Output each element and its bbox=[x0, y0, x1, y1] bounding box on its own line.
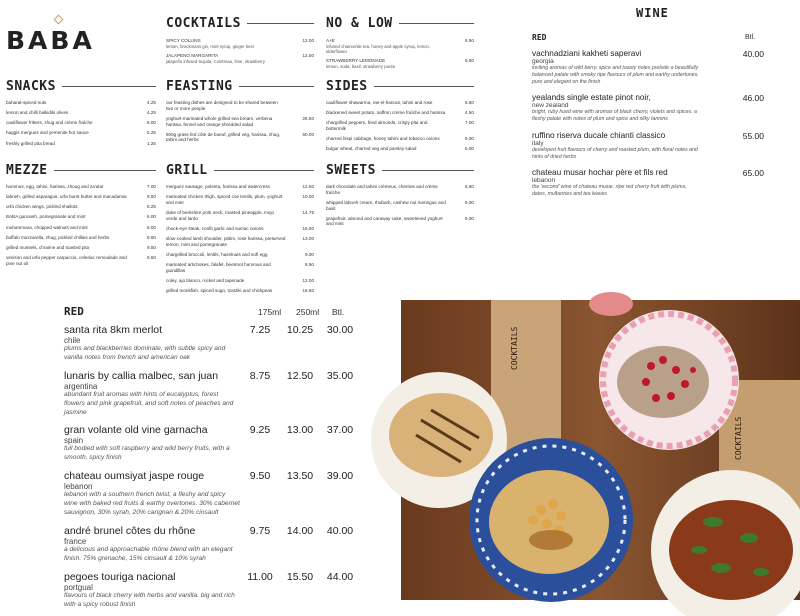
menu-item-price: 6.00 bbox=[465, 199, 474, 205]
sides-title: SIDES bbox=[326, 79, 368, 94]
menu-item-title: JALAPENO MARGARITA bbox=[166, 53, 219, 59]
menu-item-name: chargrilled broccoli, lentils, hazelnuts and soft egg bbox=[166, 251, 268, 257]
menu-item-price: 6.50 bbox=[465, 100, 474, 105]
menu-item-price: 16.50 bbox=[302, 287, 314, 293]
wine-red-price: 44.00 bbox=[326, 570, 354, 583]
menu-item bbox=[326, 110, 474, 116]
menu-item bbox=[6, 130, 156, 136]
nolow-section bbox=[326, 16, 474, 74]
wine-red-desc: a delicious and approachable rhône blend with an elegant finish. 75% grenache, 15% cinsault & 10% syrah bbox=[64, 545, 233, 562]
menu-item bbox=[6, 204, 156, 210]
menu-item-name: marinated chicken thigh, spiced coe lentils, plum, yoghurt and mint bbox=[166, 194, 283, 205]
menu-item bbox=[326, 120, 474, 131]
wine-red-price: 37.00 bbox=[326, 424, 354, 437]
feasting-title: FEASTING bbox=[166, 79, 233, 94]
menu-item-price: 1.25 bbox=[147, 140, 156, 146]
menu-item-name: venison and urfa pepper carpaccio, celeriac remoulade and pine nut oil bbox=[6, 254, 127, 266]
menu-item bbox=[326, 216, 474, 227]
menu-item-price: 8.50 bbox=[305, 261, 314, 267]
wine-top-desc: developed fruit flavours of cherry and roasted plum, with floral notes and hints of dried herbs bbox=[532, 146, 698, 160]
nolow-list bbox=[326, 38, 474, 69]
menu-item bbox=[166, 252, 314, 258]
menu-item bbox=[166, 226, 314, 232]
menu-item-price: 12.00 bbox=[302, 277, 314, 283]
menu-item-price: 4.25 bbox=[147, 110, 156, 116]
menu-item-name: duke of berkshire pork neck, roasted pineapple, mojo verde and lardo bbox=[166, 209, 275, 221]
wine-top-list bbox=[532, 49, 792, 206]
wine-red-item bbox=[64, 424, 384, 463]
wine-red-item bbox=[64, 571, 384, 610]
sides-section bbox=[326, 79, 474, 156]
menu-item-name: grilled mussels, chraime and toasted pita bbox=[6, 244, 90, 250]
menu-item-name: marinated artichokes, falafel, beetroot hummus and guindillas bbox=[166, 261, 271, 273]
wine-red-prices bbox=[240, 424, 384, 463]
menu-item bbox=[326, 200, 474, 211]
wine-red-price: 10.25 bbox=[286, 324, 314, 336]
wine-red-name: santa rita 8km merlot bbox=[64, 324, 163, 336]
grill-title: GRILL bbox=[166, 163, 208, 178]
menu-item-price: 12.50 bbox=[302, 184, 314, 189]
menu-item-name: slow-cooked lamb shoulder, pittim, rose harissa, preserved lemon, mint and pomegranate bbox=[166, 235, 286, 247]
snacks-title: SNACKS bbox=[6, 79, 56, 94]
wine-red-origin: lebanon bbox=[64, 482, 93, 492]
menu-item bbox=[166, 184, 314, 190]
menu-item bbox=[6, 214, 156, 220]
menu-item-name: chuck-eye steak, confit garlic and sumac onions bbox=[166, 225, 264, 231]
col-250ml: 250ml bbox=[296, 307, 320, 317]
grilled-meat bbox=[669, 500, 793, 600]
wine-red-price: 15.50 bbox=[286, 570, 314, 583]
menu-item-name: blackened sweet potato, saffron crème fraîche and harissa bbox=[326, 110, 446, 116]
wine-red-price: 9.50 bbox=[249, 470, 271, 483]
wine-red-price: 13.50 bbox=[286, 470, 314, 483]
logo-diamond-icon bbox=[54, 15, 64, 25]
wine-top-name: yealands single estate pinot noir, bbox=[532, 93, 651, 103]
menu-item bbox=[6, 194, 156, 200]
menu-item-price: 6.00 bbox=[465, 215, 474, 221]
wine-top-item bbox=[532, 49, 792, 85]
col-btl: Btl. bbox=[332, 307, 345, 317]
menu-item bbox=[6, 184, 156, 190]
menu-item bbox=[326, 146, 474, 152]
menu-item-name: haggis merguez and yemenite hot sauce bbox=[6, 130, 89, 136]
wine-red-item bbox=[64, 525, 384, 564]
menu-item bbox=[166, 262, 314, 273]
menu-item-name: labneh, grilled asparagus, urfa burnt butter and macadamia bbox=[6, 194, 127, 200]
wine-red-price: 9.75 bbox=[249, 524, 271, 537]
menu-item-name bbox=[326, 38, 452, 54]
wine-top-origin: new zealand bbox=[532, 102, 569, 110]
sweets-section bbox=[326, 163, 474, 232]
menu-item bbox=[326, 136, 474, 142]
menu-item-price: 6.50 bbox=[465, 184, 474, 189]
menu-item bbox=[166, 210, 314, 221]
nolow-title: NO & LOW bbox=[326, 16, 393, 31]
menu-item-name: merguez sausage, polenta, harissa and watercress bbox=[166, 184, 270, 189]
menu-item-price: 13.00 bbox=[302, 235, 314, 241]
menu-item bbox=[6, 225, 156, 231]
menu-item-price: 5.25 bbox=[147, 130, 156, 136]
menu-item-name bbox=[166, 38, 292, 49]
wine-red-price: 14.00 bbox=[286, 524, 314, 537]
mezze-section bbox=[6, 163, 156, 271]
menu-item-price: 9.50 bbox=[147, 244, 156, 250]
menu-item-price: 6.00 bbox=[147, 214, 156, 220]
wine-red-item bbox=[64, 370, 384, 418]
wine-top-name: vachnadziani kakheti saperavi bbox=[532, 49, 642, 58]
wine-red-origin: france bbox=[64, 536, 87, 546]
menu-item-name: our feasting dishes are designed to be shared between two or more people bbox=[166, 100, 278, 111]
wine-top-name: ruffino riserva ducale chianti classico bbox=[532, 130, 666, 140]
menu-item bbox=[166, 53, 314, 64]
brand-logo: BABA bbox=[6, 26, 95, 55]
wine-top-section-heading: RED bbox=[532, 33, 547, 42]
wine-top-origin: lebanon bbox=[532, 177, 556, 185]
wine-red-desc: lebanon with a southern french twist, a fleshy and spicy wine with baked red fruits & earthy overtones. 30% cabernet sauvignon, 30% syrah, 20% carignan & 20% cinsault bbox=[64, 491, 240, 517]
menu-item bbox=[6, 120, 156, 126]
grill-section bbox=[166, 163, 314, 298]
menu-card-cocktails-label: COCKTAILS bbox=[510, 326, 519, 370]
menu-item-price: 16.00 bbox=[302, 225, 314, 231]
wine-red-item-info bbox=[64, 525, 240, 564]
wine-top-item-info bbox=[532, 93, 702, 123]
wine-red-item-info bbox=[64, 470, 240, 518]
cocktails-list bbox=[166, 38, 314, 64]
nolow-heading bbox=[326, 16, 474, 31]
col-175ml: 175ml bbox=[258, 307, 282, 317]
wine-red-origin: argentina bbox=[64, 381, 98, 391]
grill-list bbox=[166, 184, 314, 294]
wine-red-name: lunaris by callia malbec, san juan bbox=[64, 369, 219, 382]
wine-red-price: 11.00 bbox=[247, 570, 273, 583]
menu-item-name: cauliflower shawarma, ras-el-hanout, tahini and rose bbox=[326, 100, 433, 105]
menu-card-cocktails-label-2: COCKTAILS bbox=[734, 416, 743, 460]
pita-bread bbox=[389, 393, 493, 477]
feasting-list bbox=[166, 100, 314, 143]
hummus-oil bbox=[529, 530, 573, 550]
mezze-list bbox=[6, 184, 156, 266]
menu-item-name: urfa chicken wings, pickled shallots bbox=[6, 204, 78, 210]
wine-red-origin: portgual bbox=[64, 582, 93, 592]
wine-red-price: 7.25 bbox=[249, 324, 271, 336]
menu-item-name: charred hispi cabbage, honey tahini and tobacco onions bbox=[326, 136, 440, 142]
wine-red-prices bbox=[240, 525, 384, 564]
wine-red-item-info bbox=[64, 424, 240, 463]
menu-item-price: 9.50 bbox=[147, 254, 156, 260]
wine-red-name: andré brunel côtes du rhône bbox=[64, 524, 196, 537]
wine-top-item-info bbox=[532, 49, 702, 85]
wine-top-item bbox=[532, 93, 792, 123]
wine-red-price: 9.25 bbox=[249, 424, 271, 437]
menu-item bbox=[166, 38, 314, 49]
menu-item-price: 12.50 bbox=[302, 53, 314, 59]
menu-item-desc: lemon, brockmans gin, mint syrup, ginger beer bbox=[166, 43, 255, 49]
menu-item bbox=[6, 255, 156, 266]
wine-top-price: 46.00 bbox=[742, 93, 764, 104]
menu-item-name: muhammara, chopped walnuts and mint bbox=[6, 224, 88, 230]
wine-top-origin: georgia bbox=[532, 58, 554, 65]
menu-item-price: 10.00 bbox=[302, 194, 314, 200]
menu-item-name: baharat-spiced nuts bbox=[6, 100, 47, 105]
wine-red-price: 39.00 bbox=[326, 470, 354, 483]
menu-item bbox=[6, 141, 156, 147]
menu-item-title: SPICY COLLINS bbox=[166, 38, 201, 43]
menu-item-title: A+E bbox=[326, 38, 335, 43]
drink-glass bbox=[589, 292, 633, 316]
menu-item-price: 14.75 bbox=[302, 209, 314, 215]
snacks-section bbox=[6, 79, 156, 151]
wine-top-desc: inviting aromas of wild berry, spice and toasty notes prelude a beautifully balanced palate with smoky ripe flavours of plum and earthy undertones. pure and elegant on the finish bbox=[532, 65, 699, 85]
wine-top-item bbox=[532, 168, 792, 198]
wine-red-price: 12.50 bbox=[286, 369, 314, 382]
menu-item bbox=[6, 235, 156, 241]
mezze-heading bbox=[6, 163, 156, 178]
red-section-heading: RED bbox=[64, 305, 84, 318]
menu-item-price: 6.50 bbox=[465, 38, 474, 43]
wine-top-price: 65.00 bbox=[742, 168, 764, 179]
menu-item bbox=[326, 184, 474, 195]
wine-top-desc: the 'second' wine of chateau musar. ripe red cherry fruit with plums, dates, mulberries and tea leaves bbox=[532, 184, 687, 197]
menu-item-price: 9.50 bbox=[147, 234, 156, 240]
menu-item-name: grilled monkfish, spiced sugo, tzatziki and chickpeas bbox=[166, 287, 273, 293]
menu-item-price: 5.00 bbox=[465, 146, 474, 152]
menu-item-price: 9.00 bbox=[305, 251, 314, 257]
menu-item-name bbox=[166, 53, 292, 64]
menu-item bbox=[326, 38, 474, 54]
menu-item bbox=[6, 100, 156, 106]
wine-top-btl-header: Btl. bbox=[745, 34, 756, 41]
menu-item-name: whipped labneh cream, rhubarb, cashew nut meringue and basil bbox=[326, 199, 446, 211]
menu-item bbox=[6, 245, 156, 251]
sweets-heading bbox=[326, 163, 474, 178]
menu-item-price: 4.25 bbox=[147, 100, 156, 105]
menu-item bbox=[166, 132, 314, 143]
mezze-title: MEZZE bbox=[6, 163, 48, 178]
menu-item bbox=[326, 100, 474, 106]
sweets-title: SWEETS bbox=[326, 163, 376, 178]
wine-red-item bbox=[64, 470, 384, 518]
menu-item-desc: lemon, soda, basil, strawberry purée bbox=[326, 64, 396, 70]
menu-item-name: grapefruit, almond and caraway cake, sweetened yoghurt and mint bbox=[326, 215, 443, 227]
menu-item-name: buffalo mozzarella, zhug, pickled chillies and herbs bbox=[6, 234, 110, 240]
cocktails-title: COCKTAILS bbox=[166, 16, 241, 31]
menu-item-price: 6.00 bbox=[465, 136, 474, 142]
wine-top-price: 40.00 bbox=[742, 49, 764, 59]
wine-red-price: 8.75 bbox=[249, 369, 271, 382]
feasting-section bbox=[166, 79, 314, 148]
wine-red-origin: chile bbox=[64, 336, 81, 345]
wine-red-item bbox=[64, 324, 384, 363]
menu-item-name: hummus, egg, tahini, harissa, zhoug and za'atar bbox=[6, 184, 104, 189]
wine-top-item bbox=[532, 131, 792, 161]
menu-item-price: 6.00 bbox=[147, 120, 156, 126]
menu-item-name: chargrilled peppers, fried almonds, crispy pita and buttermilk bbox=[326, 120, 428, 131]
menu-item-name: lemon and chilli halkidiki olives bbox=[6, 110, 69, 116]
menu-item-name bbox=[326, 58, 452, 69]
snacks-heading bbox=[6, 79, 156, 94]
menu-item-name: dark chocolate and tahini crémeux, cherries and crème fraîche bbox=[326, 184, 438, 195]
menu-item-desc: infused chamomile tea, honey and apple syrup, lemon, elderflower bbox=[326, 43, 431, 54]
wine-red-name: pegoes touriga nacional bbox=[64, 570, 176, 583]
wine-red-prices bbox=[240, 370, 384, 418]
menu-item-price: 50.00 bbox=[302, 131, 314, 137]
food-photo-illustration bbox=[401, 300, 800, 600]
menu-item bbox=[166, 278, 314, 284]
wine-red-origin: spain bbox=[64, 436, 84, 446]
wine-red-name: chateau oumsiyat jaspe rouge bbox=[64, 470, 205, 483]
menu-item-title: STRAWBERRY LEMONADE bbox=[326, 58, 386, 64]
wine-top-origin: italy bbox=[532, 139, 544, 147]
wine-top-item-info bbox=[532, 131, 702, 161]
wine-red-item-info bbox=[64, 324, 240, 363]
menu-item-name: freshly grilled pita bread bbox=[6, 140, 55, 146]
wine-top-item-info bbox=[532, 168, 702, 198]
cocktails-heading bbox=[166, 16, 314, 31]
menu-item bbox=[166, 288, 314, 294]
wine-red-item-info bbox=[64, 370, 240, 418]
menu-item bbox=[166, 194, 314, 205]
wine-red-prices bbox=[240, 324, 384, 363]
menu-item bbox=[166, 116, 314, 127]
menu-item-price: 26.50 bbox=[302, 115, 314, 121]
menu-item-price: 8.25 bbox=[147, 204, 156, 210]
menu-item-desc: jalapeño infused tequila, Cointreau, lime, strawberry bbox=[166, 59, 265, 65]
menu-item-price bbox=[292, 100, 314, 111]
sides-list bbox=[326, 100, 474, 152]
menu-item-name: cauliflower fritters, zhug and crème fraîche bbox=[6, 120, 93, 126]
menu-item-name: coley, ajo blanco, rocket and tapenade bbox=[166, 277, 245, 283]
wine-red-item-info bbox=[64, 571, 240, 610]
wine-red-prices bbox=[240, 571, 384, 610]
menu-item-price: 6.50 bbox=[465, 58, 474, 64]
food-photo bbox=[401, 300, 800, 600]
menu-item-name: 600g grass fed côte de boeuf, grilled veg, harissa, zhug, tahini and herbs bbox=[166, 131, 281, 143]
menu-item bbox=[6, 110, 156, 116]
cocktails-section bbox=[166, 16, 314, 69]
menu-item-price: 6.00 bbox=[147, 224, 156, 230]
wine-red-price: 30.00 bbox=[326, 324, 354, 336]
wine-red-price: 35.00 bbox=[326, 369, 354, 382]
sweets-list bbox=[326, 184, 474, 227]
menu-item bbox=[326, 58, 474, 69]
menu-item-name: bulgur wheat, charred veg and parsley salad bbox=[326, 146, 417, 152]
menu-item-price: 8.50 bbox=[147, 194, 156, 200]
menu-item-name: yoghurt-marinated whole grilled sea bream, verbena harissa, fennel and orange shredded salad bbox=[166, 115, 273, 127]
feasting-heading bbox=[166, 79, 314, 94]
snacks-list bbox=[6, 100, 156, 146]
menu-item-name: BABA ganoush, pomegranate and mint bbox=[6, 214, 86, 220]
wine-red-prices bbox=[240, 470, 384, 518]
menu-item-price: 12.00 bbox=[302, 38, 314, 43]
menu-item-price: 7.00 bbox=[465, 120, 474, 126]
wine-title: WINE bbox=[636, 6, 669, 20]
wine-red-price: 40.00 bbox=[326, 524, 354, 537]
grill-heading bbox=[166, 163, 314, 178]
menu-item-price: 4.50 bbox=[465, 110, 474, 116]
wine-red-desc: full bodied with soft raspberry and wild berry fruits, with a smooth, spicy finish bbox=[64, 445, 230, 462]
wine-red-desc: abundant fruit aromas with hints of eucalyptus, forest flowers and pink grapefruit, and soft notes of peaches and jasmine bbox=[64, 390, 234, 416]
menu-item bbox=[166, 236, 314, 247]
menu-item bbox=[166, 100, 314, 111]
wine-red-name: gran volante old vine garnacha bbox=[64, 424, 208, 437]
wine-red-desc: plums and blackberries dominate, with subtle spicy and vanilla notes from french and american oak bbox=[64, 345, 226, 361]
wine-top-desc: bright, ruby hued wine with aromas of black cherry, violets and spices. a fleshy palate with notes of plum and spice and silky tannins bbox=[532, 109, 697, 122]
wine-top-name: chateau musar hochar père et fils red bbox=[532, 168, 668, 178]
menu-item-price: 7.00 bbox=[147, 184, 156, 189]
sides-heading bbox=[326, 79, 474, 94]
wine-red-price: 13.00 bbox=[286, 424, 314, 437]
wine-red-desc: flavours of black cherry with herbs and vanilla. big and rich with a spicy robust finish bbox=[64, 591, 235, 608]
wine-top-price: 55.00 bbox=[742, 130, 764, 141]
wine-red-list bbox=[64, 324, 384, 616]
